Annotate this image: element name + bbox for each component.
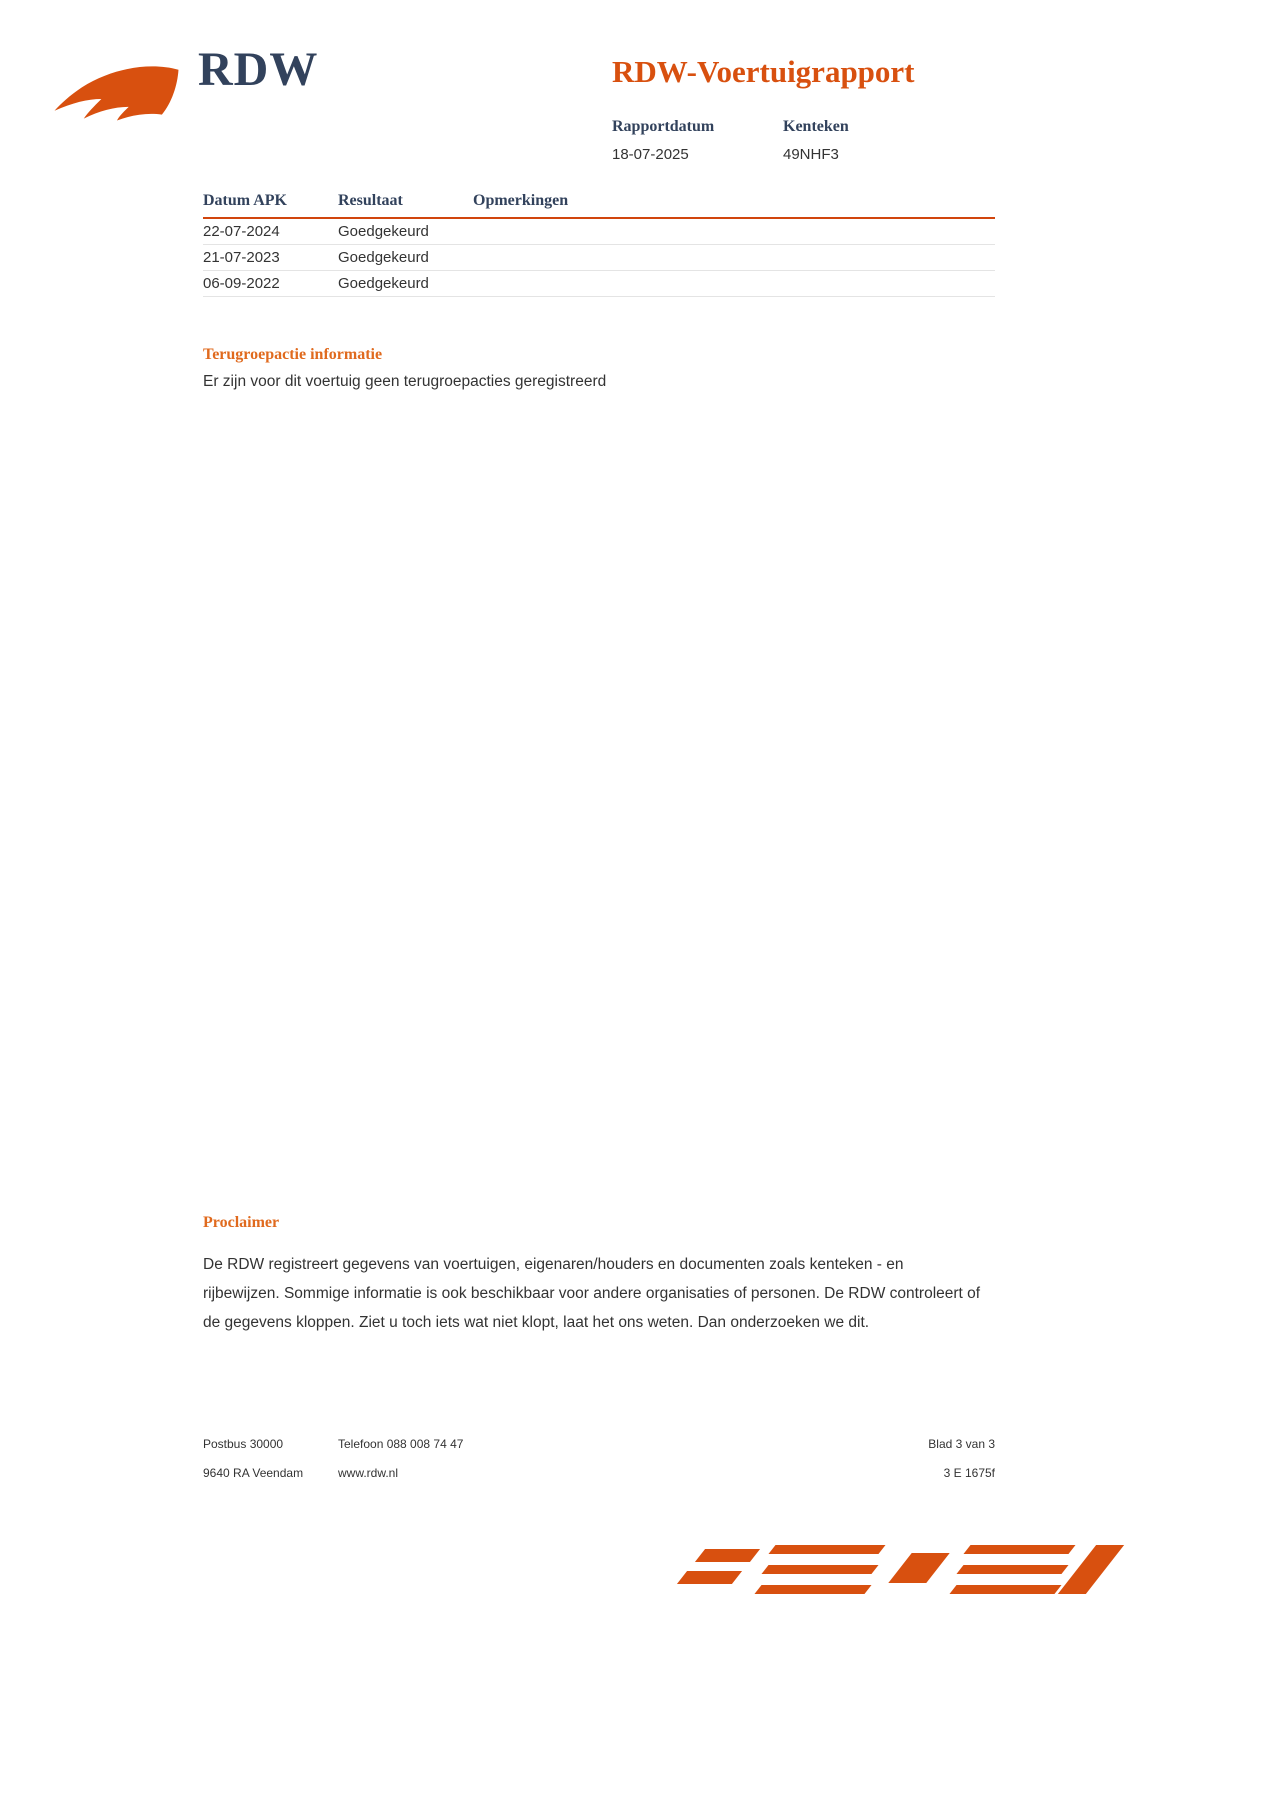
table-header-row	[203, 192, 995, 219]
table-row	[203, 219, 995, 245]
stripe-mark	[949, 1585, 1061, 1594]
cell-datum: 06-09-2022	[203, 275, 280, 292]
license-plate-label: Kenteken	[783, 118, 849, 135]
stripe-mark	[888, 1553, 949, 1583]
report-date-label: Rapportdatum	[612, 118, 715, 135]
footer-city: 9640 RA Veendam	[203, 1466, 304, 1480]
table-column-header-opmerkingen: Opmerkingen	[473, 192, 569, 209]
cell-resultaat: Goedgekeurd	[338, 249, 429, 266]
recall-section-heading: Terugroepactie informatie	[203, 346, 383, 363]
print-marks-graphic	[672, 1543, 1112, 1603]
cell-datum: 21-07-2023	[203, 249, 280, 266]
rdw-logo-wing-icon	[52, 60, 180, 142]
cell-resultaat: Goedgekeurd	[338, 223, 429, 240]
footer-phone: Telefoon 088 008 74 47	[338, 1437, 464, 1451]
stripe-mark	[768, 1545, 885, 1554]
recall-section-body: Er zijn voor dit voertuig geen terugroepacties geregistreerd	[203, 373, 607, 390]
footer-document-code: 3 E 1675f	[943, 1466, 995, 1480]
cell-opmerkingen	[473, 219, 995, 245]
stripe-mark	[761, 1565, 878, 1574]
stripe-mark	[963, 1545, 1075, 1554]
report-title: RDW-Voertuigrapport	[612, 54, 915, 89]
stripe-mark	[695, 1549, 760, 1562]
table-column-header-datum-apk: Datum APK	[203, 192, 287, 209]
cell-resultaat: Goedgekeurd	[338, 275, 429, 292]
table-column-header-resultaat: Resultaat	[338, 192, 403, 209]
stripe-mark	[956, 1565, 1068, 1574]
report-date-value: 18-07-2025	[612, 146, 689, 163]
table-row	[203, 271, 995, 297]
cell-opmerkingen	[473, 271, 995, 297]
footer-po-box: Postbus 30000	[203, 1437, 284, 1451]
footer-page-number: Blad 3 van 3	[928, 1437, 995, 1451]
rdw-logo-text: RDW	[198, 43, 319, 96]
table-row	[203, 245, 995, 271]
license-plate-value: 49NHF3	[783, 146, 839, 163]
stripe-mark	[754, 1585, 871, 1594]
proclaimer-body: De RDW registreert gegevens van voertuigen, eigenaren/houders en documenten zoals kenteken - en rijbewijzen. Sommige informatie is ook beschikbaar voor andere organisaties of personen. De RDW controleert of de gegevens kloppen. Ziet u toch iets wat niet klopt, laat het ons weten. Dan onderzoeken we dit.	[203, 1256, 981, 1331]
stripe-mark	[677, 1571, 742, 1584]
cell-datum: 22-07-2024	[203, 223, 280, 240]
cell-opmerkingen	[473, 245, 995, 271]
proclaimer-heading: Proclaimer	[203, 1214, 280, 1231]
apk-history-table	[203, 192, 995, 297]
footer-website: www.rdw.nl	[338, 1466, 399, 1480]
